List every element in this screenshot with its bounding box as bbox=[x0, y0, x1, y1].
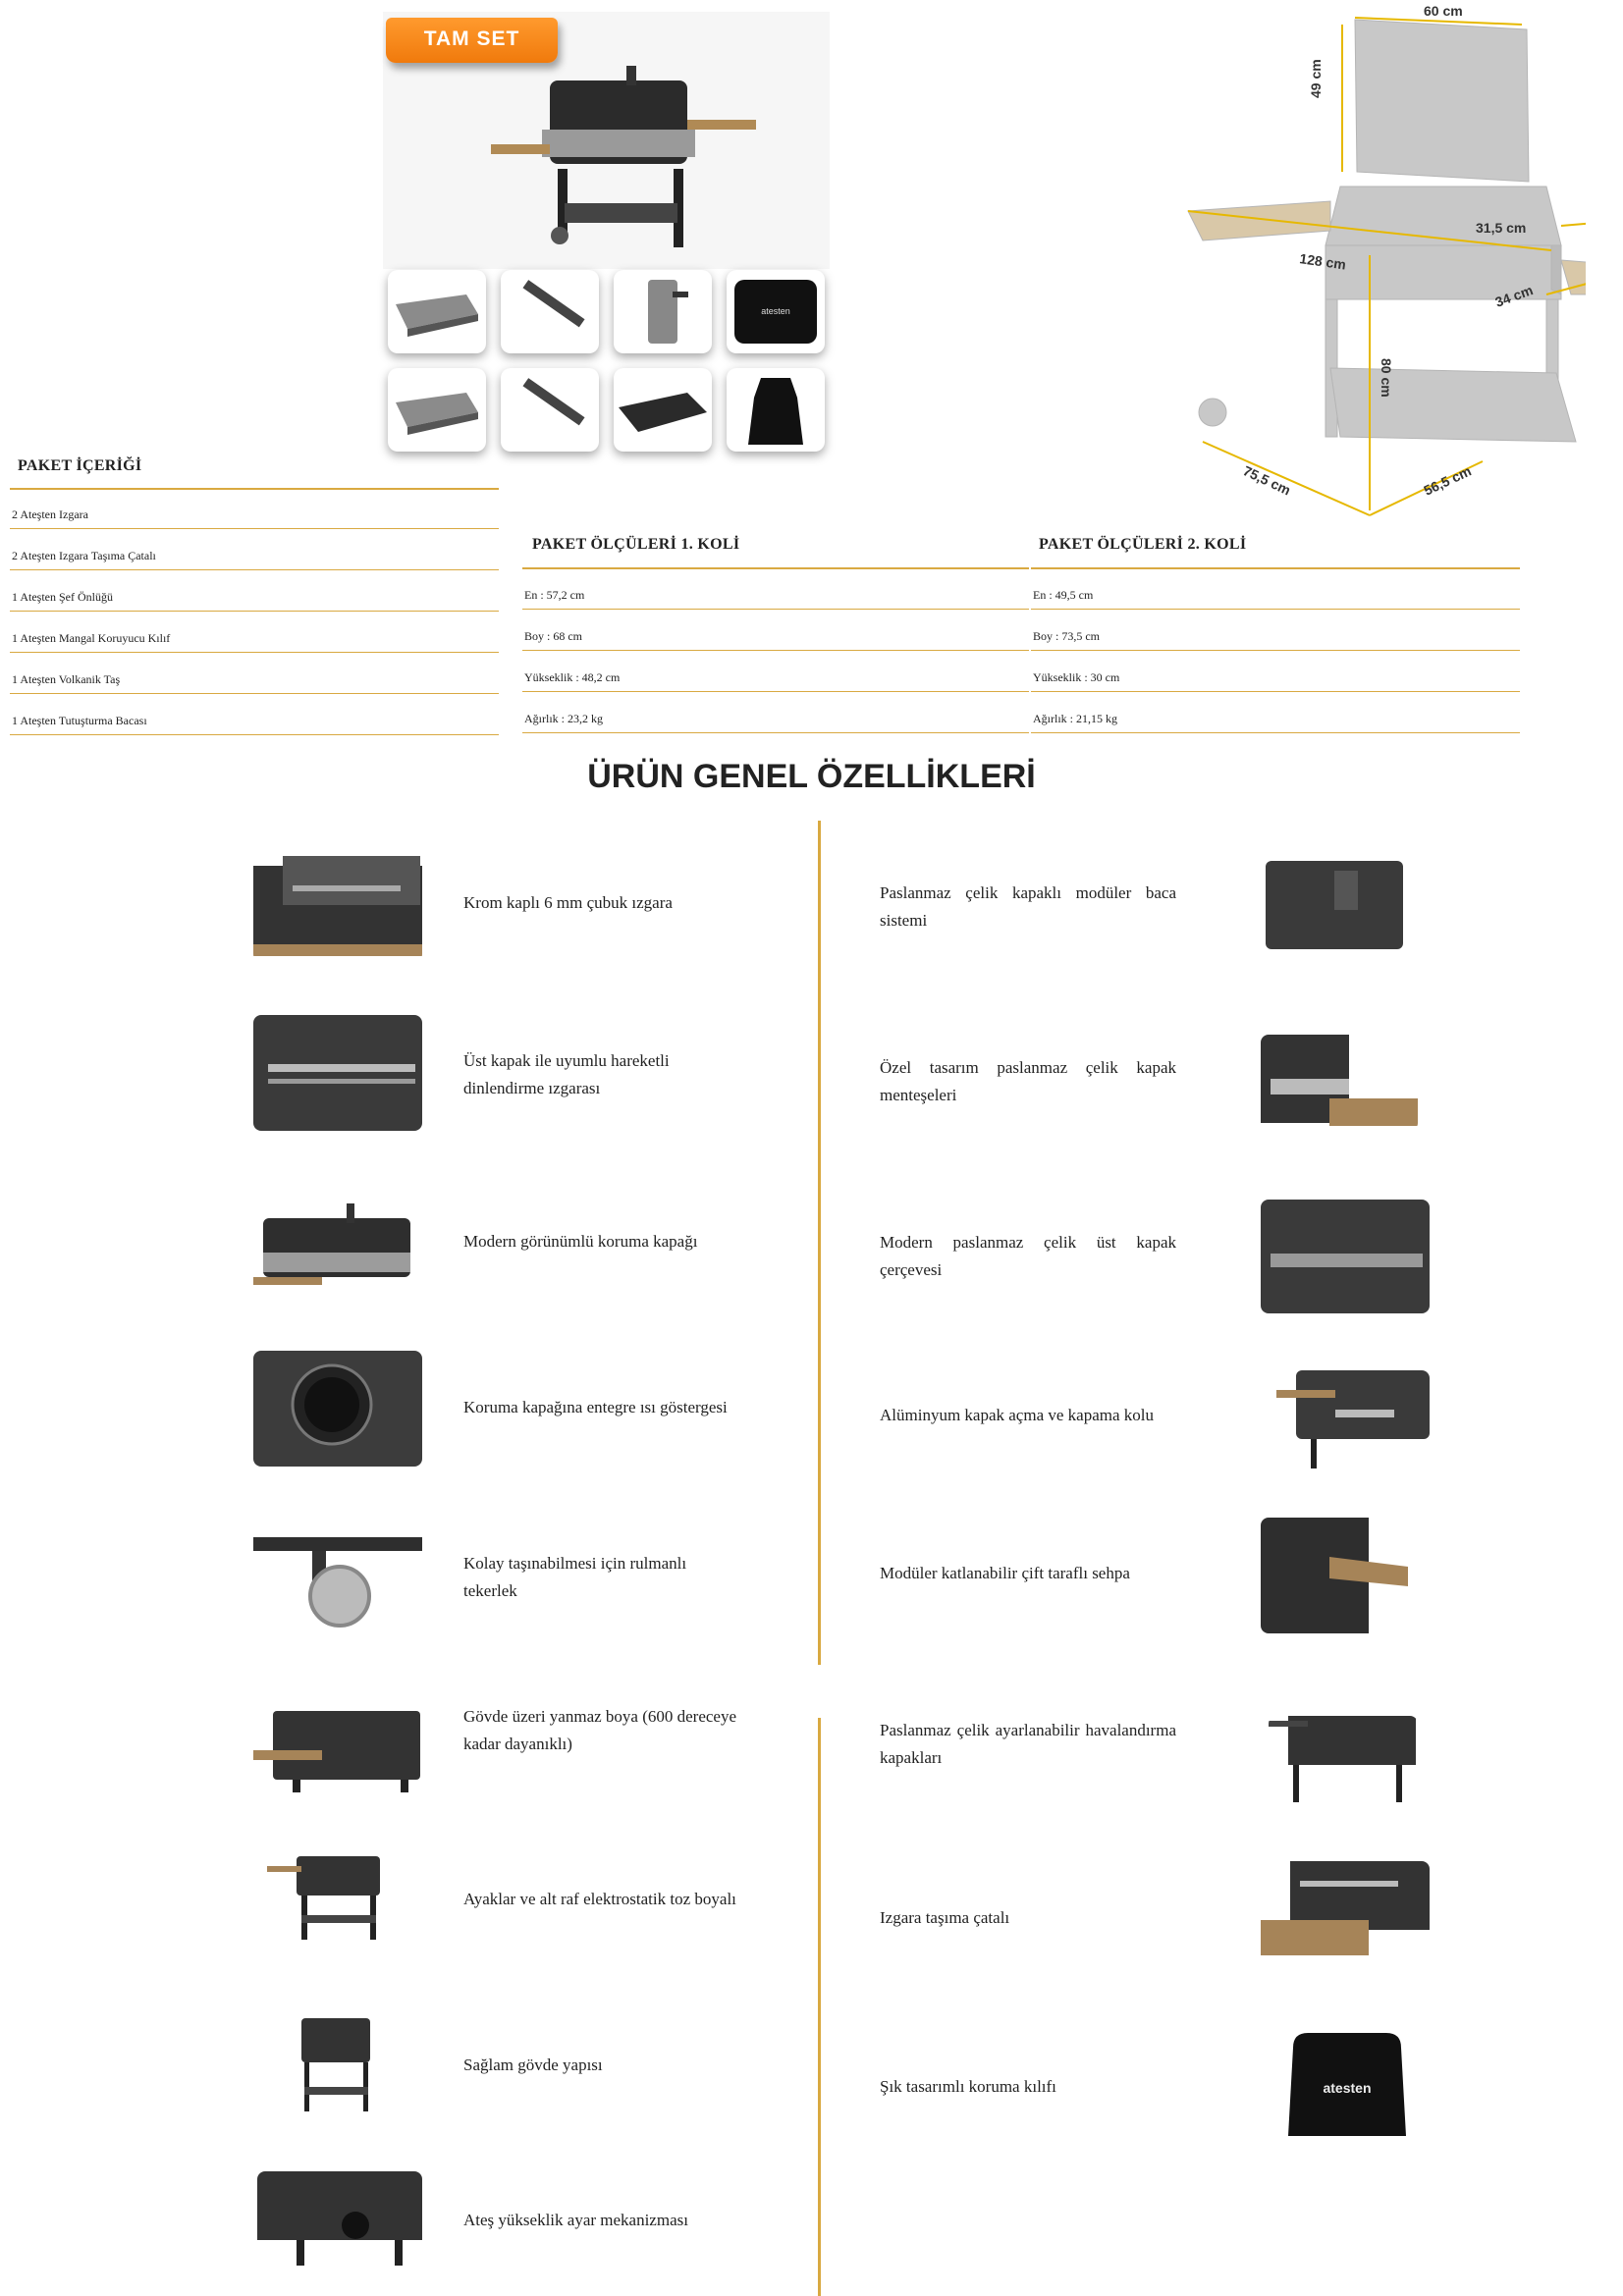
feature-right-8: Şık tasarımlı koruma kılıfı bbox=[880, 2077, 1056, 2096]
box2-item: En : 49,5 cm bbox=[1031, 569, 1520, 610]
feature-right-5: Modüler katlanabilir çift taraflı sehpa bbox=[880, 1564, 1130, 1582]
cover-brand-text: atesten bbox=[761, 306, 790, 316]
feature-image-vents bbox=[1269, 1716, 1418, 1802]
feature-right-6: Paslanmaz çelik ayarlanabilir havalandırma kapakları bbox=[880, 1721, 1176, 1767]
feature-image-legs bbox=[267, 1842, 395, 1948]
feature-image-fork bbox=[1261, 1861, 1430, 1977]
feature-image-handle bbox=[1276, 1370, 1430, 1468]
feature-image-body bbox=[287, 2008, 381, 2116]
box1-item: Ağırlık : 23,2 kg bbox=[522, 693, 1029, 733]
feature-left-7: Ayaklar ve alt raf elektrostatik toz boyalı bbox=[463, 1890, 736, 1908]
package-item: 2 Ateşten Izgara bbox=[10, 491, 499, 529]
dimension-drawing bbox=[1173, 0, 1586, 530]
package-contents-title-divider bbox=[10, 488, 499, 490]
feature-left-2: Üst kapak ile uyumlu hareketli dinlendirme ızgarası bbox=[463, 1051, 670, 1097]
feature-image-chrome-grill bbox=[253, 846, 422, 962]
feature-left-5: Kolay taşınabilmesi için rulmanlı tekerlek bbox=[463, 1554, 687, 1600]
feature-right-4: Alüminyum kapak açma ve kapama kolu bbox=[880, 1406, 1154, 1424]
feature-left-1: Krom kaplı 6 mm çubuk ızgara bbox=[463, 893, 673, 912]
dim-base-length: 75,5 cm bbox=[1240, 462, 1294, 499]
accessory-grill-1 bbox=[388, 270, 486, 353]
package-item: 1 Ateşten Tutuşturma Bacası bbox=[10, 695, 499, 735]
accessory-fork-1 bbox=[501, 270, 599, 353]
feature-image-cover bbox=[253, 1184, 422, 1300]
feature-right-3: Modern paslanmaz çelik üst kapak çerçevesi bbox=[880, 1233, 1176, 1279]
dim-shelf-width: 34 cm bbox=[1492, 282, 1536, 310]
feature-left-8: Sağlam gövde yapısı bbox=[463, 2056, 603, 2074]
box2-item: Boy : 73,5 cm bbox=[1031, 611, 1520, 651]
box1-item: Boy : 68 cm bbox=[522, 611, 1029, 651]
feature-image-warming-rack bbox=[253, 1015, 422, 1131]
accessory-fork-2 bbox=[501, 368, 599, 452]
feature-image-cover-bag bbox=[1278, 2028, 1416, 2144]
box1-item: Yükseklik : 48,2 cm bbox=[522, 652, 1029, 692]
feature-image-lid-frame bbox=[1261, 1200, 1430, 1313]
package-contents-title: PAKET İÇERİĞİ bbox=[18, 457, 142, 474]
feature-right-2: Özel tasarım paslanmaz çelik kapak menteşeleri bbox=[880, 1058, 1176, 1104]
feature-image-wheel bbox=[253, 1518, 422, 1633]
dim-base-depth: 56,5 cm bbox=[1421, 462, 1474, 499]
feature-left-9: Ateş yükseklik ayar mekanizması bbox=[463, 2211, 688, 2229]
feature-image-height-adjust bbox=[257, 2171, 422, 2266]
package-item: 1 Ateşten Mangal Koruyucu Kılıf bbox=[10, 613, 499, 653]
feature-left-3: Modern görünümlü koruma kapağı bbox=[463, 1232, 698, 1251]
accessory-volcanic-stone bbox=[614, 368, 712, 452]
feature-image-side-shelf bbox=[1261, 1518, 1408, 1633]
feature-image-paint bbox=[253, 1706, 422, 1792]
dim-total-width: 128 cm bbox=[1298, 250, 1347, 273]
accessory-apron bbox=[727, 368, 825, 452]
box1-item: En : 57,2 cm bbox=[522, 569, 1029, 610]
feature-image-hinges bbox=[1261, 1035, 1418, 1131]
full-set-badge: TAM SET bbox=[386, 18, 558, 63]
feature-image-chimney bbox=[1261, 856, 1408, 954]
accessory-cover bbox=[727, 270, 825, 353]
box2-title: PAKET ÖLÇÜLERİ 2. KOLİ bbox=[1039, 536, 1247, 553]
box1-title: PAKET ÖLÇÜLERİ 1. KOLİ bbox=[532, 536, 740, 553]
package-item: 1 Ateşten Şef Önlüğü bbox=[10, 571, 499, 612]
feature-right-7: Izgara taşıma çatalı bbox=[880, 1908, 1010, 1927]
accessory-chimney bbox=[614, 270, 712, 353]
feature-left-4: Koruma kapağına entegre ısı göstergesi bbox=[463, 1398, 728, 1416]
dim-lid-height: 49 cm bbox=[1308, 59, 1324, 98]
dim-side-depth: 31,5 cm bbox=[1476, 220, 1527, 236]
feature-image-thermometer bbox=[253, 1351, 422, 1467]
dim-body-height: 80 cm bbox=[1379, 358, 1394, 398]
package-item: 1 Ateşten Volkanik Taş bbox=[10, 654, 499, 694]
feature-right-1: Paslanmaz çelik kapaklı modüler baca sistemi bbox=[880, 883, 1176, 930]
cover-bag-brand-text: atesten bbox=[1323, 2080, 1372, 2096]
accessory-grill-2 bbox=[388, 368, 486, 452]
box2-item: Ağırlık : 21,15 kg bbox=[1031, 693, 1520, 733]
feature-left-6: Gövde üzeri yanmaz boya (600 dereceye kadar dayanıklı) bbox=[463, 1707, 737, 1753]
features-divider-top bbox=[818, 821, 821, 1665]
features-divider-bottom bbox=[818, 1718, 821, 2296]
package-item: 2 Ateşten Izgara Taşıma Çatalı bbox=[10, 530, 499, 570]
features-title: ÜRÜN GENEL ÖZELLİKLERİ bbox=[587, 758, 1036, 795]
dim-width-top: 60 cm bbox=[1424, 3, 1463, 19]
box2-item: Yükseklik : 30 cm bbox=[1031, 652, 1520, 692]
